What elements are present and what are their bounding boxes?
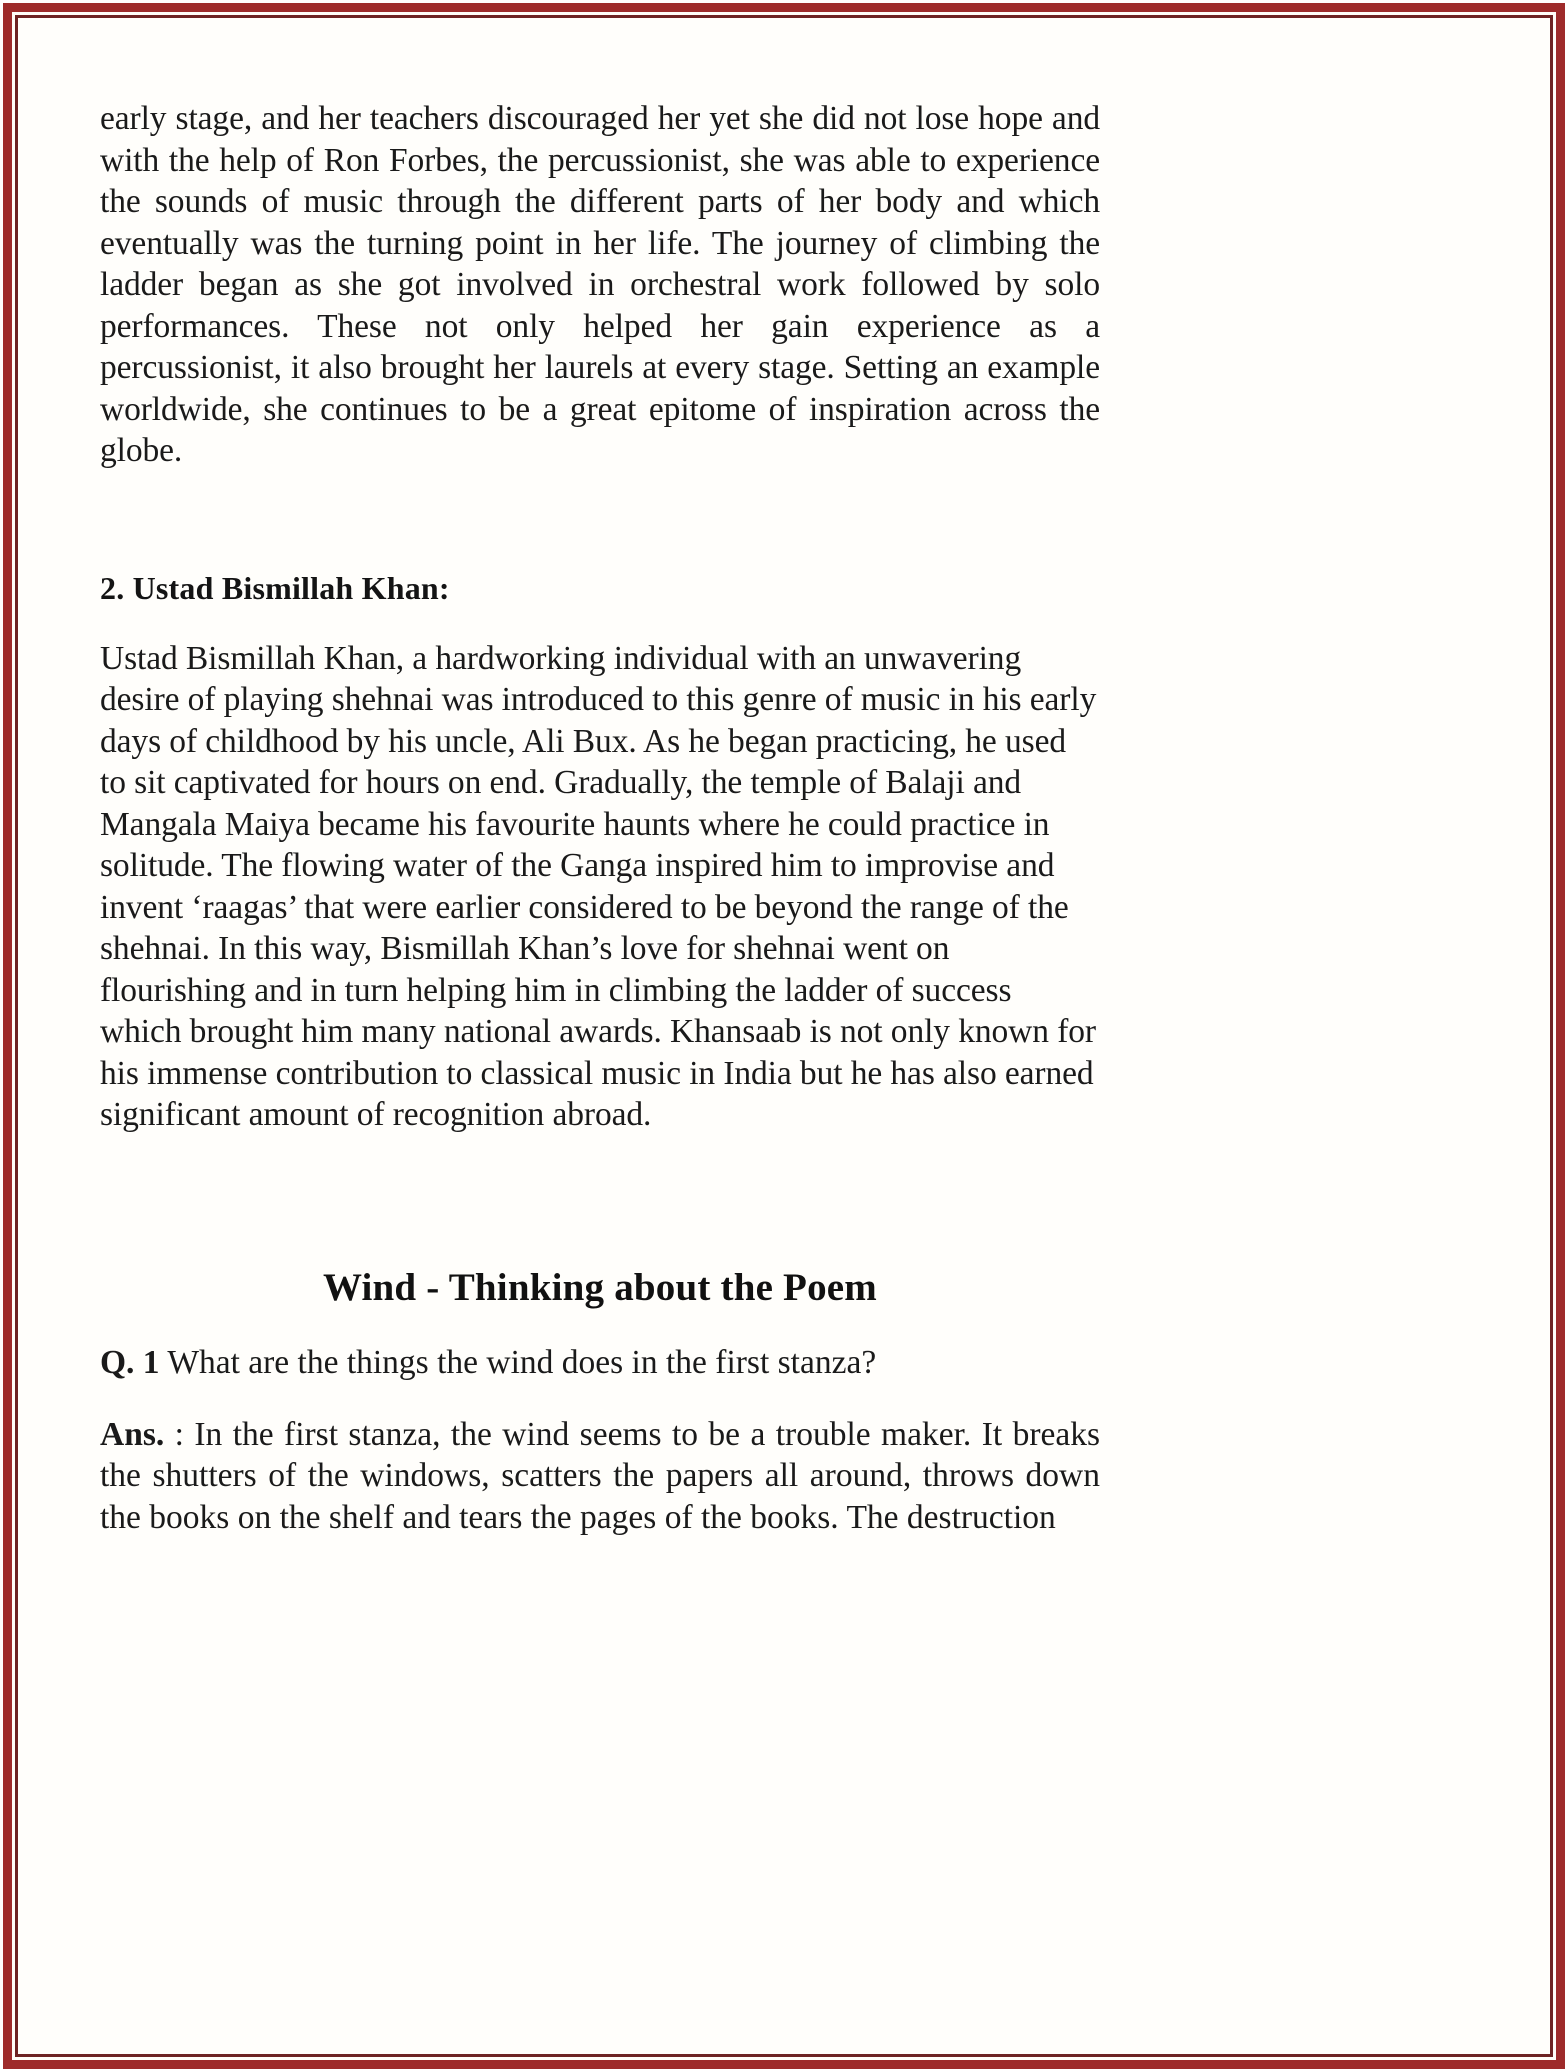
answer-1-text: : In the first stanza, the wind seems to be a trouble maker. It breaks the shutters of the windows, scatters the papers all around, throws down the books on the shelf and tears the pages of the books. The destruction (100, 1415, 1100, 1536)
frame-inner-line (15, 15, 1553, 2057)
spacer-between-question-and-answer (100, 1384, 1100, 1414)
question-1-label: Q. 1 (100, 1343, 160, 1381)
document-content (100, 98, 1100, 1538)
paragraph-continuation-evelyn-glennie: early stage, and her teachers discouraged her yet she did not lose hope and with the help of Ron Forbes, the percussionist, she was able to experience the sounds of music through the different parts of her body and which eventually was the turning point in her life. The journey of climbing the ladder began as she got involved in orchestral work followed by solo performances. These not only helped her gain experience as a percussionist, it also brought her laurels at every stage. Setting an example worldwide, she continues to be a great epitome of inspiration across the globe. (100, 100, 1100, 469)
spacer-before-poem-heading (100, 1136, 1100, 1264)
frame-outer-band (3, 3, 1565, 2069)
poem-heading-wind: Wind - Thinking about the Poem (323, 1265, 877, 1309)
question-1-text: What are the things the wind does in the first stanza? (159, 1343, 877, 1381)
spacer-after-poem-heading (100, 1312, 1100, 1342)
section-heading-ustad-bismillah-khan: 2. Ustad Bismillah Khan: (100, 569, 450, 606)
spacer-after-section-heading (100, 608, 1100, 638)
answer-1-label: Ans. (100, 1415, 165, 1453)
spacer-after-paragraph-1 (100, 472, 1100, 568)
answer-1 (100, 1414, 1100, 1539)
document-sheet (18, 18, 1550, 2054)
question-1 (100, 1342, 1100, 1384)
paragraph-ustad-bismillah-khan: Ustad Bismillah Khan, a hardworking individual with an unwavering desire of playing shehnai was introduced to this genre of music in his early days of childhood by his uncle, Ali Bux. As he began practicing, he used to sit captivated for hours on end. Gradually, the temple of Balaji and Mangala Maiya became his favourite haunts where he could practice in solitude. The flowing water of the Ganga inspired him to improvise and invent ‘raagas’ that were earlier considered to be beyond the range of the shehnai. In this way, Bismillah Khan’s love for shehnai went on flourishing and in turn helping him in climbing the ladder of success which brought him many national awards. Khansaab is not only known for his immense contribution to classical music in India but he has also earned significant amount of recognition abroad. (100, 639, 1097, 1133)
